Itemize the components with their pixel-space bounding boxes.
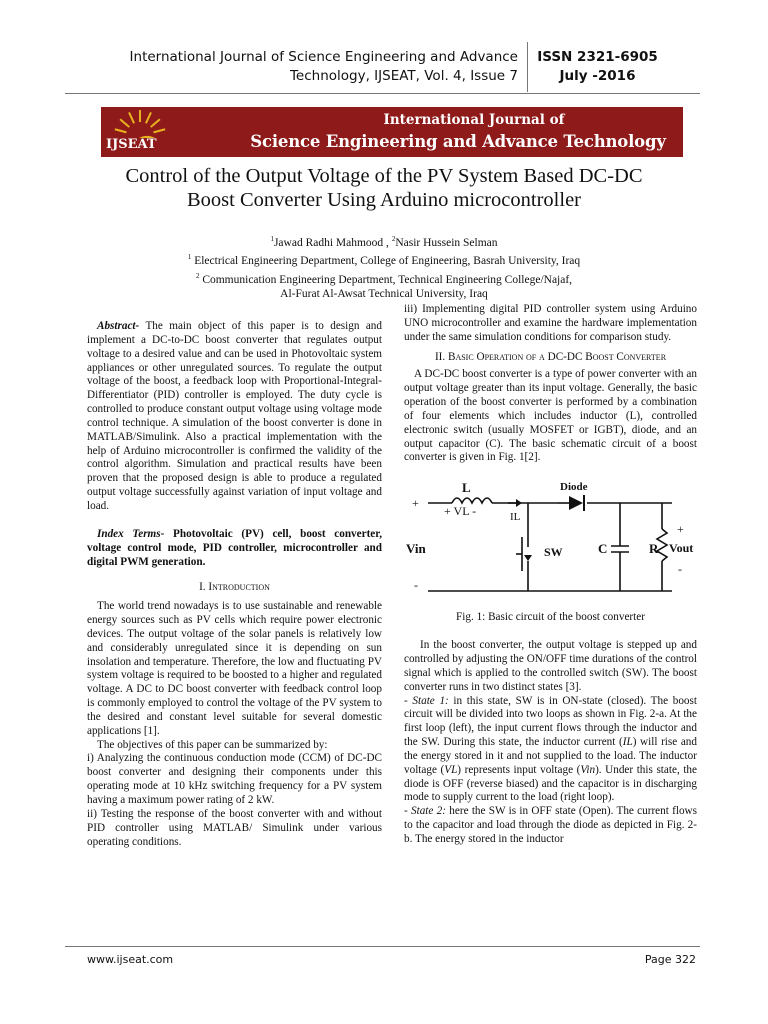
output-plus-label: + <box>677 522 684 537</box>
issue-date: July -2016 <box>559 68 636 84</box>
boost-converter-schematic <box>404 481 697 605</box>
affiliation1: $^1$ Electrical Engineering Department, College of Engineering, Basrah University, Iraq <box>187 253 581 268</box>
inductor-voltage-label: + VL - <box>444 504 477 519</box>
input-voltage-label: Vin <box>406 541 426 557</box>
left-column <box>87 320 382 849</box>
banner-title-line1: International Journal of <box>383 112 565 128</box>
page-number: Page 322 <box>644 953 696 966</box>
intro-paragraph2: The objectives of this paper can be summarized by: <box>97 738 328 751</box>
abstract-label: Abstract- <box>97 320 140 332</box>
paper-title-line2: Boost Converter Using Arduino microcontroller <box>187 189 581 211</box>
index-terms-text: Photovoltaic (PV) cell, boost converter, voltage control mode, PID controller, microcontroller and digital PWM generation. <box>87 527 383 568</box>
index-terms-label: Index Terms- <box>97 527 165 540</box>
author2-mark: 2 <box>391 235 396 243</box>
affiliation2: $^2$ Communication Engineering Department, Technical Engineering College/Najaf, <box>195 271 573 286</box>
capacitor-label: C <box>598 541 608 557</box>
state1-paragraph: - State 1: in this state, SW is in ON-state (closed). The boost circuit will be divided into two loops as shown in Fig. 2-a. At the first loop (left), the input current flows through the inductor and the SW. During this state, the inductor current (IL) will rise and the energy stored in it and not supplied to the load. The inductor voltage (VL) represents input voltage (Vin). Under this state, the diode is OFF (reverse biased) and the capacitor is in discharging mode to supply current to the load (right loop). <box>404 694 697 804</box>
sun-logo-icon <box>106 108 188 138</box>
footer-rule <box>65 946 700 947</box>
abstract-text: The main object of this paper is to design and implement a DC-to-DC boost converter that regulates output voltage to a desired value and can be used in Photovoltaic system appliances or other unregulated sources. To regulate the output voltage of the boost, a feedback loop with Proportional-Integral-Differentiator (PID) controller is employed. The duty cycle is controlled to produce constant output voltage using voltage mode control technique. A simulation of the boost converter is done in MATLAB/Simulink. Also a practical implementation with the help of Arduino microcontroller is confirmed the validity of the control algorithm. Simulation and practical results have been proven that the proposed design is able to produce a regulated output voltage successfully against variation of input voltage and load. <box>87 320 382 512</box>
affil1-mark: 1 <box>187 253 192 262</box>
diode-label: Diode <box>560 481 588 494</box>
affil2-mark: 2 <box>195 271 200 280</box>
state1-label: State 1: <box>412 694 449 707</box>
footer-website-link[interactable]: www.ijseat.com <box>87 953 174 966</box>
state2-label: State 2: <box>411 805 446 818</box>
section-heading-boost-operation: II. Basic Operation of a DC-DC Boost Converter <box>434 350 667 363</box>
objective-i: i) Analyzing the continuous conduction mode (CCM) of DC-DC boost converter and designing their components under this operating mode at 10 kHz switching frequency for a PV system having a maximum power rating of 2 kW. <box>87 752 382 806</box>
authors-block <box>130 232 638 302</box>
index-terms <box>87 528 382 570</box>
inductor-current-label: IL <box>510 511 521 524</box>
journal-name-line1: International Journal of Science Engineering and Advance <box>129 49 518 65</box>
issue-info <box>535 48 660 86</box>
author1: Jawad Radhi Mahmood , <box>273 236 392 249</box>
objective-ii: ii) Testing the response of the boost converter with and without PID controller using MATLAB/ Simulink under various operating conditions. <box>87 807 382 848</box>
section2-paragraph2: In the boost converter, the output voltage is stepped up and controlled by adjusting the ON/OFF time durations of the control signal which is applied to the controlled switch (SW). The boost converter runs in two distinct states [3]. <box>404 639 697 693</box>
header-divider <box>527 42 528 92</box>
banner-title-line2: Science Engineering and Advance Technology <box>250 132 666 151</box>
author-names <box>130 232 638 250</box>
inductor-label: L <box>462 480 471 496</box>
author2: Nasir Hussein Selman <box>395 236 498 249</box>
affiliation2-cont: Al-Furat Al-Awsat Technical University, Iraq <box>280 288 488 301</box>
paper-title-line1: Control of the Output Voltage of the PV System Based DC-DC <box>125 165 643 187</box>
section-heading-introduction: I. Introduction <box>199 581 270 594</box>
journal-name-line2: Technology, IJSEAT, Vol. 4, Issue 7 <box>289 68 518 84</box>
resistor-label: R <box>649 541 659 557</box>
switch-label: SW <box>544 545 563 560</box>
figure1-caption: Fig. 1: Basic circuit of the boost converter <box>456 611 645 624</box>
input-plus-label: + <box>412 496 419 511</box>
objective-iii: iii) Implementing digital PID controller system using Arduino UNO microcontroller and examine the hardware implementation under the same simulation conditions for comparison study. <box>404 303 697 343</box>
section2-paragraph1: A DC-DC boost converter is a type of power converter with an output voltage greater than its input voltage. Generally, the basic operation of the boost converter is performed by a combination of four elements which includes inductor (L), controlled electronic switch (usually MOSFET or IGBT), diode, and an output capacitor (C). The basic schematic circuit of a boost converter is given in Fig. 1[2]. <box>404 368 697 464</box>
header-rule <box>65 93 700 94</box>
abstract <box>87 320 382 514</box>
output-voltage-label: Vout <box>669 541 694 556</box>
output-minus-label: - <box>678 562 682 577</box>
right-column <box>404 303 697 847</box>
input-minus-label: - <box>414 578 418 593</box>
intro-paragraph1: The world trend nowadays is to use sustainable and renewable energy sources such as PV cells which require power electronic devices. The output voltage of the solar panels is relatively low and considerably unregulated since it is depending on sun insolation and temperature. Therefore, the low and fluctuating PV system voltage is required to be boosted to a higher and regulated voltage. A DC to DC boost converter with feedback control loop is commonly employed to control the voltage of the PV system to the desired and constant level suitable for several domestic applications [1]. <box>87 600 382 737</box>
issn: ISSN 2321-6905 <box>537 49 658 65</box>
paper-title <box>90 164 678 212</box>
state2-paragraph: - State 2: here the SW is in OFF state (Open). The current flows to the capacitor and load through the diode as depicted in Fig. 2-b. The energy stored in the inductor <box>404 805 697 845</box>
journal-name <box>120 48 518 86</box>
logo-text: IJSEAT <box>106 137 157 152</box>
author1-mark: 1 <box>270 235 274 243</box>
